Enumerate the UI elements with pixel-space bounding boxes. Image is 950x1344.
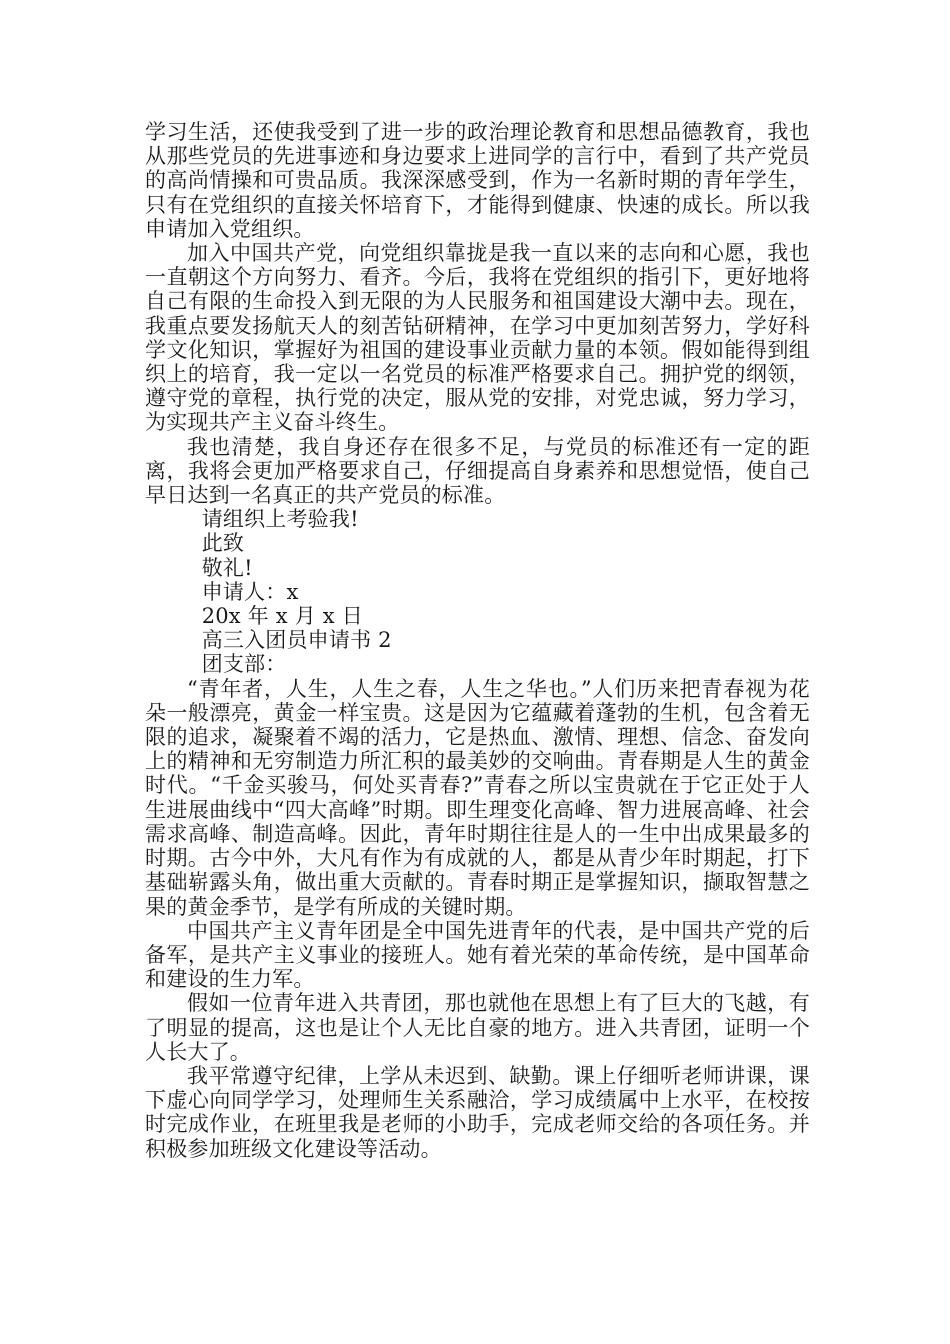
paragraph-5: 中国共产主义青年团是全中国先进青年的代表，是中国共产党的后备军，是共产主义事业的接班人。她有着光荣的革命传统，是中国革命和建设的生力军。 (145, 918, 810, 992)
closing-line-cizhi: 此致 (201, 531, 245, 556)
paragraph-6: 假如一位青年进入共青团，那也就他在思想上有了巨大的飞越，有了明显的提高，这也是让个人无比自豪的地方。进入共青团，证明一个人长大了。 (145, 991, 810, 1064)
section-title: 高三入团员申请书 2 (201, 628, 392, 653)
closing-line-jingli: 敬礼! (201, 555, 253, 580)
salutation: 团支部： (201, 652, 287, 677)
document-page (145, 120, 810, 1161)
paragraph-7: 我平常遵守纪律，上学从未迟到、缺勤。课上仔细听老师讲课，课下虚心向同学学习，处理师生关系融洽，学习成绩属中上水平，在校按时完成作业，在班里我是老师的小助手，完成老师交给的各项任务。并积极参加班级文化建设等活动。 (145, 1063, 810, 1161)
paragraph-1: 学习生活，还使我受到了进一步的政治理论教育和思想品德教育，我也从那些党员的先进事迹和身边要求上进同学的言行中，看到了共产党员的高尚情操和可贵品质。我深深感受到，作为一名新时期的青年学生，只有在党组织的直接关怀培育下，才能得到健康、快速的成长。所以我申请加入党组织。 (145, 120, 810, 241)
paragraph-4: “青年者，人生，人生之春，人生之华也。”人们历来把青春视为花朵一般漂亮，黄金一样宝贵。这是因为它蕴藏着蓬勃的生机，包含着无限的追求，凝聚着不竭的活力，它是热血、激情、理想、信念、奋发向上的精神和无穷制造力所汇积的最美妙的交响曲。青春期是人生的黄金时代。“千金买骏马，何处买青春?”青春之所以宝贵就在于它正处于人生进展曲线中“四大高峰”时期。即生理变化高峰、智力进展高峰、社会需求高峰、制造高峰。因此，青年时期往往是人的一生中出成果最多的时期。古今中外，大凡有作为有成就的人，都是从青少年时期起，打下基础崭露头角，做出重大贡献的。青春时期正是掌握知识，撷取智慧之果的黄金季节，是学有所成的关键时期。 (145, 676, 810, 919)
paragraph-3: 我也清楚，我自身还存在很多不足，与党员的标准还有一定的距离，我将会更加严格要求自己，仔细提高自身素养和思想觉悟，使自己早日达到一名真正的共产党员的标准。 (145, 434, 810, 508)
paragraph-2: 加入中国共产党，向党组织靠拢是我一直以来的志向和心愿，我也一直朝这个方向努力、看齐。今后，我将在党组织的指引下，更好地将自己有限的生命投入到无限的为人民服务和祖国建设大潮中去。现在，我重点要发扬航天人的刻苦钻研精神，在学习中更加刻苦努力，学好科学文化知识，掌握好为祖国的建设事业贡献力量的本领。假如能得到组织上的培育，我一定以一名党员的标准严格要求自己。拥护党的纲领，遵守党的章程，执行党的决定，服从党的安排，对党忠诚，努力学习，为实现共产主义奋斗终生。 (145, 241, 810, 435)
closing-line-request: 请组织上考验我! (201, 507, 359, 532)
date-line: 20x 年 x 月 x 日 (201, 604, 363, 629)
applicant-line: 申请人：x (201, 579, 299, 604)
